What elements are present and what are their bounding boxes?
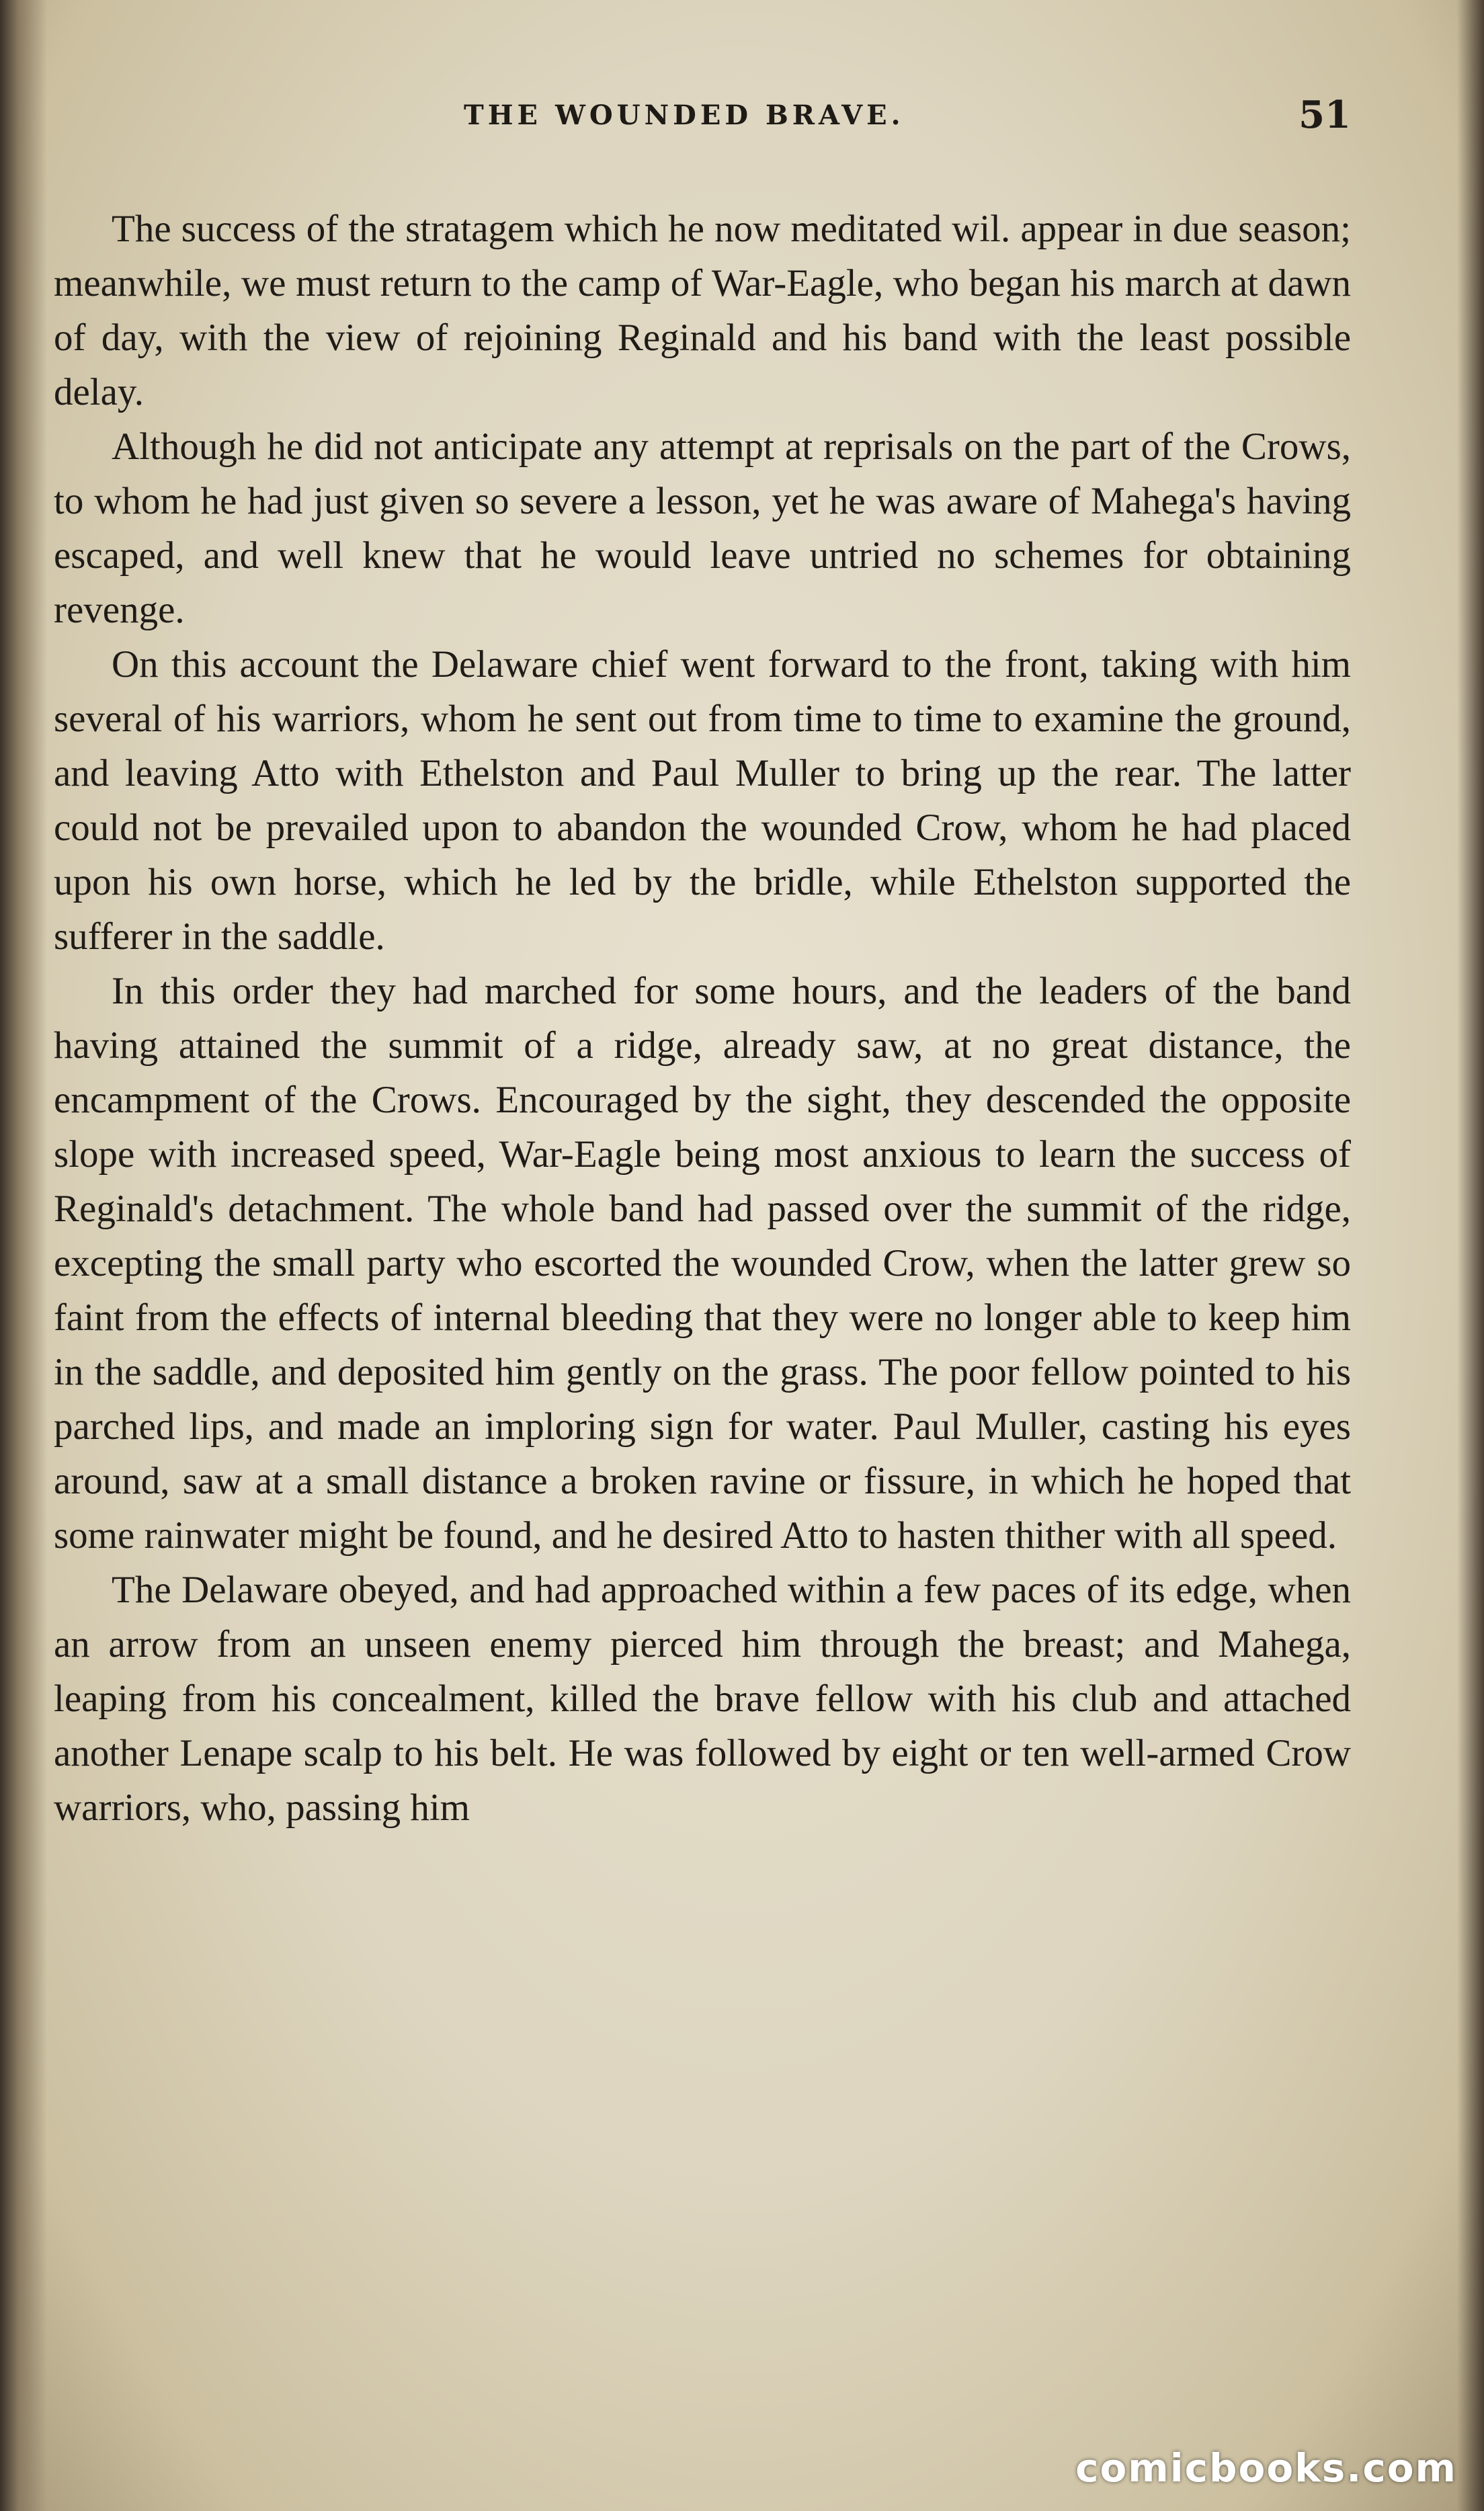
site-watermark: comicbooks.com <box>1075 2445 1457 2491</box>
paragraph-2: Although he did not anticipate any attempt at reprisals on the part of the Crows, to whom he had just given so severe a lesson, yet he was aware of Mahega's having escaped, and well knew that he would leave untried no schemes for obtaining revenge. <box>54 425 1351 631</box>
spine-shadow <box>0 0 47 2511</box>
paragraph-5: The Delaware obeyed, and had approached within a few paces of its edge, when an arrow from an unseen enemy pierced him through the breast; and Mahega, leaping from his concealment, killed the brave fellow with his club and attached another Lenape scalp to his belt. He was followed by eight or ten well-armed Crow warriors, who, passing him <box>54 1569 1351 1829</box>
page-body <box>54 202 1351 1835</box>
page-header <box>101 93 1364 147</box>
paragraph-1: The success of the stratagem which he now meditated wil. appear in due season; meanwhile, we must return to the camp of War-Eagle, who began his march at dawn of day, with the view of rejoining Reginald and his band with the least possible delay. <box>54 208 1351 413</box>
page-number: 51 <box>1298 93 1351 137</box>
running-title: THE WOUNDED BRAVE. <box>464 99 905 131</box>
page-edge-shadow <box>1457 0 1484 2511</box>
paragraph-4: In this order they had marched for some hours, and the leaders of the band having attained the summit of a ridge, already saw, at no great distance, the encampment of the Crows. Encouraged by the sight, they descended the opposite slope with increased speed, War-Eagle being most anxious to learn the success of Reginald's detachment. The whole band had passed over the summit of the ridge, excepting the small party who escorted the wounded Crow, when the latter grew so faint from the effects of internal bleeding that they were no longer able to keep him in the saddle, and deposited him gently on the grass. The poor fellow pointed to his parched lips, and made an imploring sign for water. Paul Muller, casting his eyes around, saw at a small distance a broken ravine or fissure, in which he hoped that some rainwater might be found, and he desired Atto to hasten thither with all speed. <box>54 970 1351 1557</box>
paragraph-3: On this account the Delaware chief went forward to the front, taking with him several of his warriors, whom he sent out from time to time to examine the ground, and leaving Atto with Ethelston and Paul Muller to bring up the rear. The latter could not be prevailed upon to abandon the wounded Crow, whom he had placed upon his own horse, which he led by the bridle, while Ethelston supported the sufferer in the saddle. <box>54 643 1351 958</box>
